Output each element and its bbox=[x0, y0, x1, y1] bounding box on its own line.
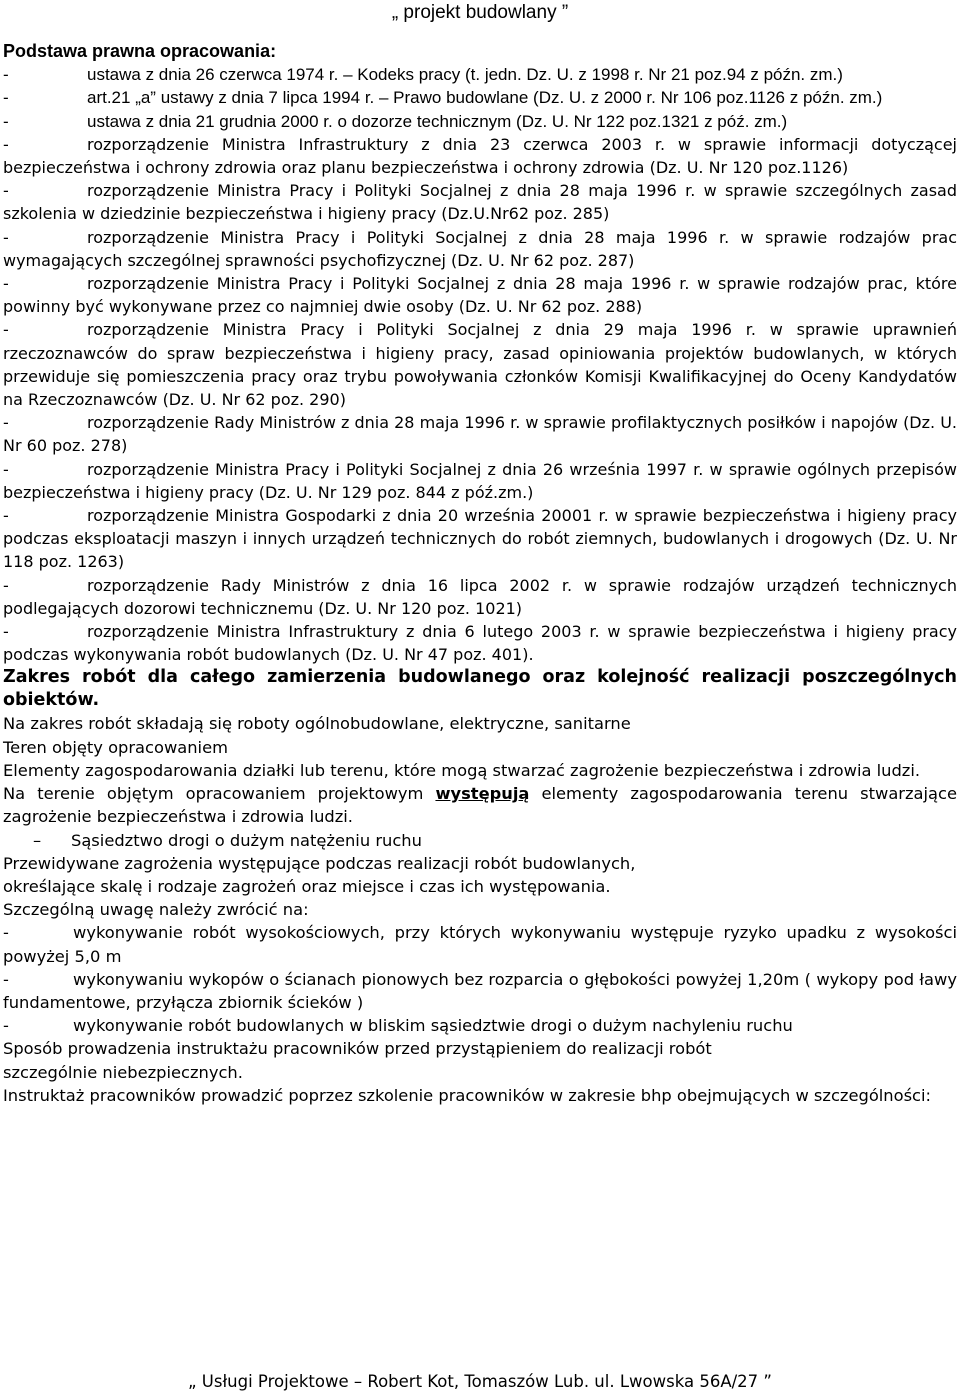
legal-item: - ustawa z dnia 26 czerwca 1974 r. – Kodeks pracy (t. jedn. Dz. U. z 1998 r. Nr 21 poz.94 z późn. zm.) bbox=[3, 65, 843, 85]
legal-item: - rozporządzenie Ministra Pracy i Polityki Socjalnej z dnia 29 maja 1996 r. w sprawie uprawnień rzeczoznawców do spraw bezpieczeństwa i higieny pracy, zasad opiniowania projektów budowlanych, w których przewiduje się pomieszczenia pracy oraz trybu powoływania członków Komisji Kwalifikacyjnej do Oceny Kandydatów na Rzeczoznawców (Dz. U. Nr 62 poz. 290) bbox=[3, 320, 957, 410]
document-body bbox=[3, 40, 957, 1107]
legal-item: - rozporządzenie Ministra Pracy i Polityki Socjalnej z dnia 26 września 1997 r. w sprawie ogólnych przepisów bezpieczeństwa i higieny pracy (Dz. U. Nr 129 poz. 844 z póź.zm.) bbox=[3, 459, 957, 502]
legal-item: - rozporządzenie Ministra Infrastruktury z dnia 23 czerwca 2003 r. w sprawie informacji dotyczącej bezpieczeństwa i ochrony zdrowia oraz planu bezpieczeństwa i ochrony zdrowia (Dz. U. Nr 120 poz.1126) bbox=[3, 134, 957, 178]
attention-item: - wykonywanie robót budowlanych w bliskim sąsiedztwie drogi o dużym nachyleniu ruchu bbox=[3, 1016, 793, 1036]
legal-basis-heading: Podstawa prawna opracowania: bbox=[3, 41, 277, 61]
legal-item: - rozporządzenie Ministra Gospodarki z dnia 20 września 20001 r. w sprawie bezpieczeństwa i higieny pracy podczas eksploatacji maszyn i innych urządzeń technicznych do robót ziemnych, budowlanych i drogowych (Dz. U. Nr 118 poz. 1263) bbox=[3, 506, 957, 572]
attention-label: Szczególną uwagę należy zwrócić na: bbox=[3, 900, 309, 920]
attention-item: - wykonywanie robót wysokościowych, przy których wykonywaniu występuje ryzyko upadku z wysokości powyżej 5,0 m bbox=[3, 923, 957, 966]
attention-item: - wykonywaniu wykopów o ścianach pionowych bez rozparcia o głębokości powyżej 1,20m ( wykopy pod ławy fundamentowe, przyłącza zbiornik ścieków ) bbox=[3, 969, 957, 1012]
scope-works: Na zakres robót składają się roboty ogólnobudowlane, elektryczne, sanitarne bbox=[3, 714, 631, 734]
hazards-line-2: określające skalę i rodzaje zagrożeń oraz miejsce i czas ich występowania. bbox=[3, 876, 611, 896]
legal-item: - rozporządzenie Rady Ministrów z dnia 16 lipca 2002 r. w sprawie rodzajów urządzeń technicznych podlegających dozorowi technicznemu (Dz. U. Nr 120 poz. 1021) bbox=[3, 575, 957, 618]
legal-item: - rozporządzenie Ministra Pracy i Polityki Socjalnej z dnia 28 maja 1996 r. w sprawie szczególnych zasad szkolenia w dziedzinie bezpieczeństwa i higieny pracy (Dz.U.Nr62 poz. 285) bbox=[3, 181, 957, 224]
hazards-line-1: Przewidywane zagrożenia występujące podczas realizacji robót budowlanych, bbox=[3, 853, 636, 873]
legal-basis-list bbox=[3, 63, 957, 666]
elements-text: Elementy zagospodarowania działki lub terenu, które mogą stwarzać zagrożenie bezpieczeństwa i zdrowia ludzi. bbox=[3, 760, 921, 780]
legal-item: - art.21 „a” ustawy z dnia 7 lipca 1994 r. – Prawo budowlane (Dz. U. z 2000 r. Nr 106 poz.1126 z późn. zm.) bbox=[3, 88, 883, 108]
page-footer: „ Usługi Projektowe – Robert Kot, Tomaszów Lub. ul. Lwowska 56A/27 ” bbox=[188, 1372, 772, 1391]
emphasis-occurs: występują bbox=[435, 784, 530, 804]
bullet-dash: – bbox=[33, 830, 42, 850]
legal-item: - rozporządzenie Rady Ministrów z dnia 28 maja 1996 r. w sprawie profilaktycznych posiłków i napojów (Dz. U. Nr 60 poz. 278) bbox=[3, 413, 957, 456]
instruction-line-1: Sposób prowadzenia instruktażu pracowników przed przystąpieniem do realizacji robót bbox=[3, 1039, 712, 1059]
area-label: Teren objęty opracowaniem bbox=[3, 737, 228, 757]
legal-item: - ustawa z dnia 21 grudnia 2000 r. o dozorze technicznym (Dz. U. Nr 122 poz.1321 z póź. zm.) bbox=[3, 111, 788, 131]
instruction-line-2: szczególnie niebezpiecznych. bbox=[3, 1062, 243, 1082]
area-text: Na terenie objętym opracowaniem projektowym występują elementy zagospodarowania terenu stwarzające zagrożenie bezpieczeństwa i zdrowia ludzi. bbox=[3, 784, 957, 827]
bullet-item: – Sąsiedztwo drogi o dużym natężeniu ruchu bbox=[3, 829, 957, 852]
legal-item: - rozporządzenie Ministra Pracy i Polityki Socjalnej z dnia 28 maja 1996 r. w sprawie rodzajów prac, które powinny być wykonywane przez co najmniej dwie osoby (Dz. U. Nr 62 poz. 288) bbox=[3, 274, 957, 317]
instruction-line-3: Instruktaż pracowników prowadzić poprzez szkolenie pracowników w zakresie bhp obejmujących w szczególności: bbox=[3, 1085, 932, 1105]
legal-item: - rozporządzenie Ministra Pracy i Polityki Socjalnej z dnia 28 maja 1996 r. w sprawie rodzajów prac wymagających szczególnej sprawności psychofizycznej (Dz. U. Nr 62 poz. 287) bbox=[3, 227, 957, 270]
legal-item: - rozporządzenie Ministra Infrastruktury z dnia 6 lutego 2003 r. w sprawie bezpieczeństwa i higieny pracy podczas wykonywania robót budowlanych (Dz. U. Nr 47 poz. 401). bbox=[3, 622, 957, 665]
page-header: „ projekt budowlany ” bbox=[391, 2, 569, 23]
scope-heading: Zakres robót dla całego zamierzenia budowlanego oraz kolejność realizacji poszczególnych obiektów. bbox=[3, 667, 957, 711]
